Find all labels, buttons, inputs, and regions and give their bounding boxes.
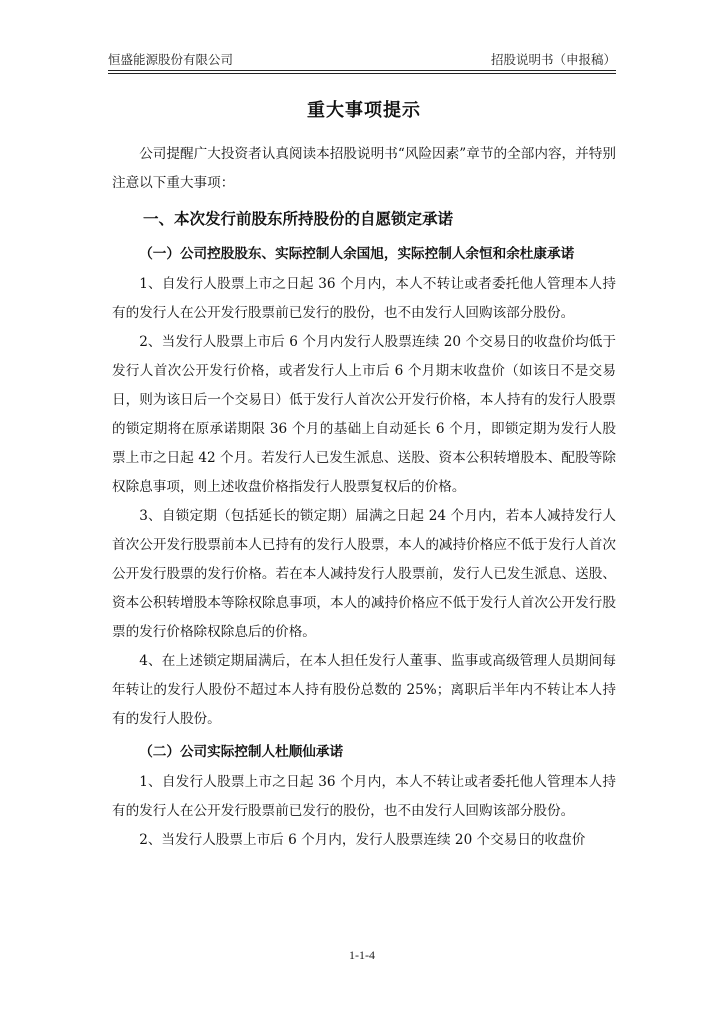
subsection-2-paragraph-1: 1、自发行人股票上市之日起 36 个月内，本人不转让或者委托他人管理本人持有的发行人在公开发行股票前已发行的股份，也不由发行人回购该部分股份。 bbox=[112, 774, 616, 819]
section-1-heading: 一、本次发行前股东所持股份的自愿锁定承诺 bbox=[143, 210, 454, 228]
header-doc-type: 招股说明书（申报稿） bbox=[490, 52, 616, 67]
page-title: 重大事项提示 bbox=[307, 100, 421, 121]
subsection-1-paragraph-2: 2、当发行人股票上市后 6 个月内发行人股票连续 20 个交易日的收盘价均低于发行人首次公开发行价格，或者发行人上市后 6 个月期末收盘价（如该日不是交易日，则为该日后一个交易日）低于发行人首次公开发行价格，本人持有的发行人股票的锁定期将在原承诺期限 36 个月的基础上自动延长 6 个月，即锁定期为发行人股票上市之日起 42 个月。若发行人已发生派息、送股、资本公积转增股本、配股等除权除息事项，则上述收盘价格指发行人股票复权后的价格。 bbox=[112, 334, 616, 495]
document-body bbox=[112, 96, 616, 855]
header-rule-thin bbox=[108, 73, 616, 74]
page-header bbox=[108, 46, 616, 68]
subsection-2-paragraph-2: 2、当发行人股票上市后 6 个月内，发行人股票连续 20 个交易日的收盘价 bbox=[139, 832, 586, 848]
subsection-2-heading: （二）公司实际控制人杜顺仙承诺 bbox=[139, 744, 344, 760]
subsection-1-paragraph-3: 3、自锁定期（包括延长的锁定期）届满之日起 24 个月内，若本人减持发行人首次公开发行股票前本人已持有的发行人股票，本人的减持价格应不低于发行人首次公开发行股票的发行价格。若在本人减持发行人股票前，发行人已发生派息、送股、资本公积转增股本等除权除息事项，本人的减持价格应不低于发行人首次公开发行股票的发行价格除权除息后的价格。 bbox=[112, 508, 616, 640]
header-company: 恒盛能源股份有限公司 bbox=[108, 52, 234, 67]
subsection-1-paragraph-1: 1、自发行人股票上市之日起 36 个月内，本人不转让或者委托他人管理本人持有的发行人在公开发行股票前已发行的股份，也不由发行人回购该部分股份。 bbox=[112, 276, 616, 321]
header-rule bbox=[108, 70, 616, 71]
subsection-1-paragraph-4: 4、在上述锁定期届满后，在本人担任发行人董事、监事或高级管理人员期间每年转让的发行人股份不超过本人持有股份总数的 25%；离职后半年内不转让本人持有的发行人股份。 bbox=[112, 653, 616, 727]
subsection-1-heading: （一）公司控股股东、实际控制人余国旭，实际控制人余恒和余杜康承诺 bbox=[139, 246, 575, 262]
page-number: 1-1-4 bbox=[349, 948, 375, 962]
intro-paragraph: 公司提醒广大投资者认真阅读本招股说明书“风险因素”章节的全部内容，并特别注意以下重大事项： bbox=[112, 146, 616, 191]
